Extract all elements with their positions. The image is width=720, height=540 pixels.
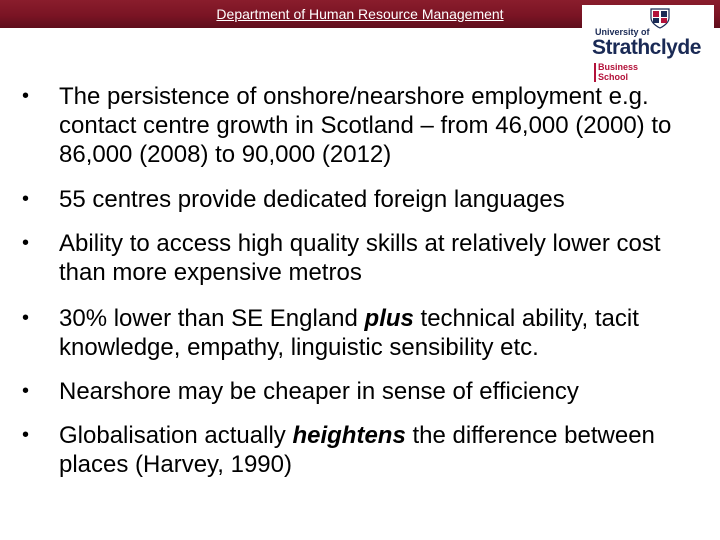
bullet-item xyxy=(22,82,712,169)
bullet-emphasis: plus xyxy=(364,305,414,332)
bullet-text: The persistence of onshore/nearshore employment e.g. contact centre growth in Scotland – from 46,000 (2000) to 86,000 (2008) to 90,000 (2012) xyxy=(59,83,672,168)
bullet-text-start: Globalisation actually xyxy=(59,422,293,449)
bullet-text: Ability to access high quality skills at relatively lower cost than more expensive metros xyxy=(59,230,661,286)
bullet-text: 55 centres provide dedicated foreign languages xyxy=(59,186,565,213)
header-title: Department of Human Resource Management xyxy=(216,6,504,22)
bullet-list xyxy=(22,82,712,479)
bullet-text-end: the difference between places (Harvey, 1990) xyxy=(59,422,655,478)
bullet-item xyxy=(22,377,712,406)
bullet-dot: • xyxy=(22,85,30,107)
bullet-dot: • xyxy=(22,380,30,402)
university-logo xyxy=(582,5,714,83)
bullet-dot: • xyxy=(22,232,30,254)
bullet-text-end: technical ability, tacit knowledge, empathy, linguistic sensibility etc. xyxy=(59,305,639,361)
logo-accent-line xyxy=(594,63,596,82)
logo-line-business: Business xyxy=(598,62,639,72)
bullet-item xyxy=(22,229,712,287)
bullet-item xyxy=(22,185,712,214)
bullet-dot: • xyxy=(22,424,30,446)
logo-line-school: School xyxy=(598,72,629,82)
university-crest-icon xyxy=(649,7,671,29)
logo-line-university-of: University of xyxy=(595,27,650,37)
bullet-item xyxy=(22,304,712,362)
bullet-dot: • xyxy=(22,307,30,329)
logo-line-strathclyde: Strathclyde xyxy=(592,36,701,59)
bullet-dot: • xyxy=(22,188,30,210)
logo-business-school xyxy=(598,62,638,82)
bullet-item xyxy=(22,421,712,479)
bullet-text-start: 30% lower than SE England xyxy=(59,305,365,332)
bullet-emphasis: heightens xyxy=(292,422,406,449)
bullet-text: Nearshore may be cheaper in sense of efficiency xyxy=(59,378,579,405)
